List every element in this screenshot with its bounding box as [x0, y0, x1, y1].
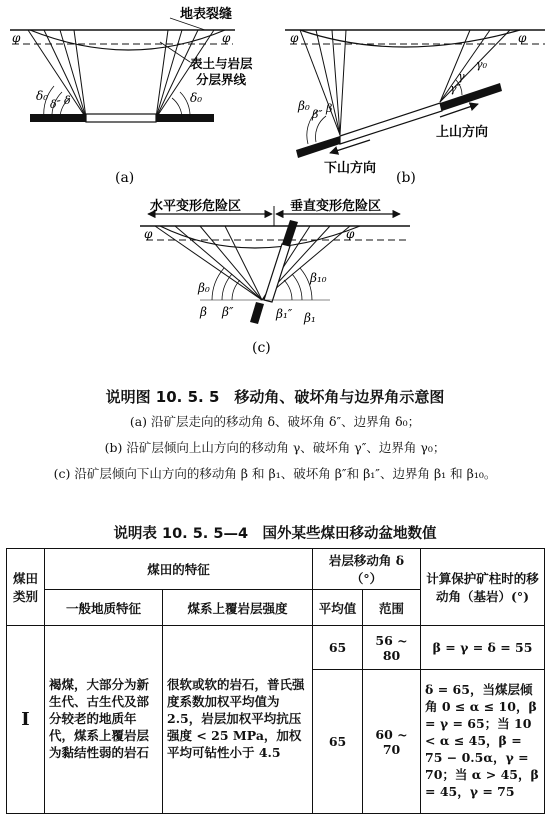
figure-caption-title: 说明图 10. 5. 5 移动角、破坏角与边界角示意图: [105, 388, 445, 406]
subfigure-c-label: (c): [252, 340, 271, 356]
annot-horizontal-zone: 水平变形危险区: [150, 199, 242, 214]
sym-phi-c-left: φ: [144, 227, 153, 241]
cell-strength: 很软或软的岩石，普氏强度系数加权平均值为 2.5，岩层加权平均抗压强度 < 25 MPa，加权平均可钻性小于 4.5: [163, 626, 313, 814]
subfigure-b-label: (b): [396, 170, 416, 186]
subfigure-a-label: (a): [115, 170, 135, 186]
sym-gamma0-b: γ₀: [476, 58, 487, 71]
sym-beta10-c: β₁₀: [310, 271, 327, 285]
header-features: 煤田的特征: [45, 549, 313, 590]
cell-mean-2: 65: [313, 670, 363, 814]
sym-gamma-pp-b: γ″: [450, 82, 461, 95]
header-mean: 平均值: [313, 590, 363, 626]
header-strength: 煤系上覆岩层强度: [163, 590, 313, 626]
sym-beta0-c: β₀: [198, 281, 210, 295]
sym-beta-pp-c: β″: [222, 305, 234, 319]
sym-phi-a-right: φ: [222, 31, 231, 45]
figure-diagram: [0, 0, 550, 380]
cell-mean-1: 65: [313, 626, 363, 670]
caption-line-c: (c) 沿矿层倾向下山方向的移动角 β 和 β₁、破坏角 β″和 β₁″、边界角 β₁ 和 β₁₀。: [53, 466, 497, 481]
sym-phi-c-right: φ: [346, 227, 355, 241]
cell-range-1: 56 ~ 80: [363, 626, 421, 670]
header-angle-group: 岩层移动角 δ（°）: [313, 549, 421, 590]
subfigure-b: [285, 30, 545, 158]
sym-phi-a-left: φ: [12, 31, 21, 45]
sym-delta-a: δ: [64, 94, 71, 107]
caption-line-a: (a) 沿矿层走向的移动角 δ、破坏角 δ″、边界角 δ₀；: [129, 414, 421, 429]
header-range: 范围: [363, 590, 421, 626]
table-title: 说明表 10. 5. 5—4 国外某些煤田移动盆地数值: [113, 526, 437, 542]
sym-beta0-b: β₀: [298, 99, 310, 113]
table-header-row-1: [7, 549, 545, 590]
header-protect-angle: 计算保护矿柱时的移动角（基岩）(°): [421, 549, 545, 626]
sym-beta-c: β: [200, 305, 207, 319]
cell-protect-1: β = γ = δ = 55: [421, 626, 545, 670]
data-table: [6, 548, 545, 814]
sym-beta1-pp-c: β₁″: [276, 307, 293, 321]
annot-boundary-1: 表土与岩层: [190, 56, 253, 71]
subfigure-c: [140, 206, 410, 324]
cell-category: I: [7, 626, 45, 814]
caption-line-b: (b) 沿矿层倾向上山方向的移动角 γ、破坏角 γ″、边界角 γ₀；: [104, 440, 446, 455]
annot-boundary-2: 分层界线: [196, 72, 247, 87]
sym-delta-pp-a: δ″: [50, 98, 61, 111]
sym-phi-b-right: φ: [518, 31, 527, 45]
annot-vertical-zone: 垂直变形危险区: [290, 199, 382, 214]
table-row: [7, 626, 545, 670]
annot-uphill: 上山方向: [436, 125, 489, 140]
sym-beta1-c: β₁: [304, 311, 316, 325]
header-category: 煤田类别: [7, 549, 45, 626]
sym-delta0-a: δ₀: [36, 89, 49, 103]
sym-delta0-a-right: δ₀: [190, 91, 203, 105]
cell-range-2: 60 ~ 70: [363, 670, 421, 814]
sym-beta-b: β: [326, 102, 333, 115]
annot-surface-crack: 地表裂缝: [180, 7, 233, 22]
sym-beta-pp-b: β″: [312, 108, 323, 121]
sym-gamma-b: γ: [458, 70, 465, 83]
annot-downhill: 下山方向: [324, 161, 377, 176]
header-geology: 一般地质特征: [45, 590, 163, 626]
cell-geology: 褐煤，大部分为新生代、古生代及部分较老的地质年代，煤系上覆岩层为黏结性弱的岩石: [45, 626, 163, 814]
sym-phi-b-left: φ: [290, 31, 299, 45]
cell-protect-2: δ = 65，当煤层倾角 0 ≤ α ≤ 10，β = γ = 65；当 10 < α ≤ 45，β = 75 − 0.5α，γ = 70；当 α > 45，β = 45，γ = 75: [421, 670, 545, 814]
